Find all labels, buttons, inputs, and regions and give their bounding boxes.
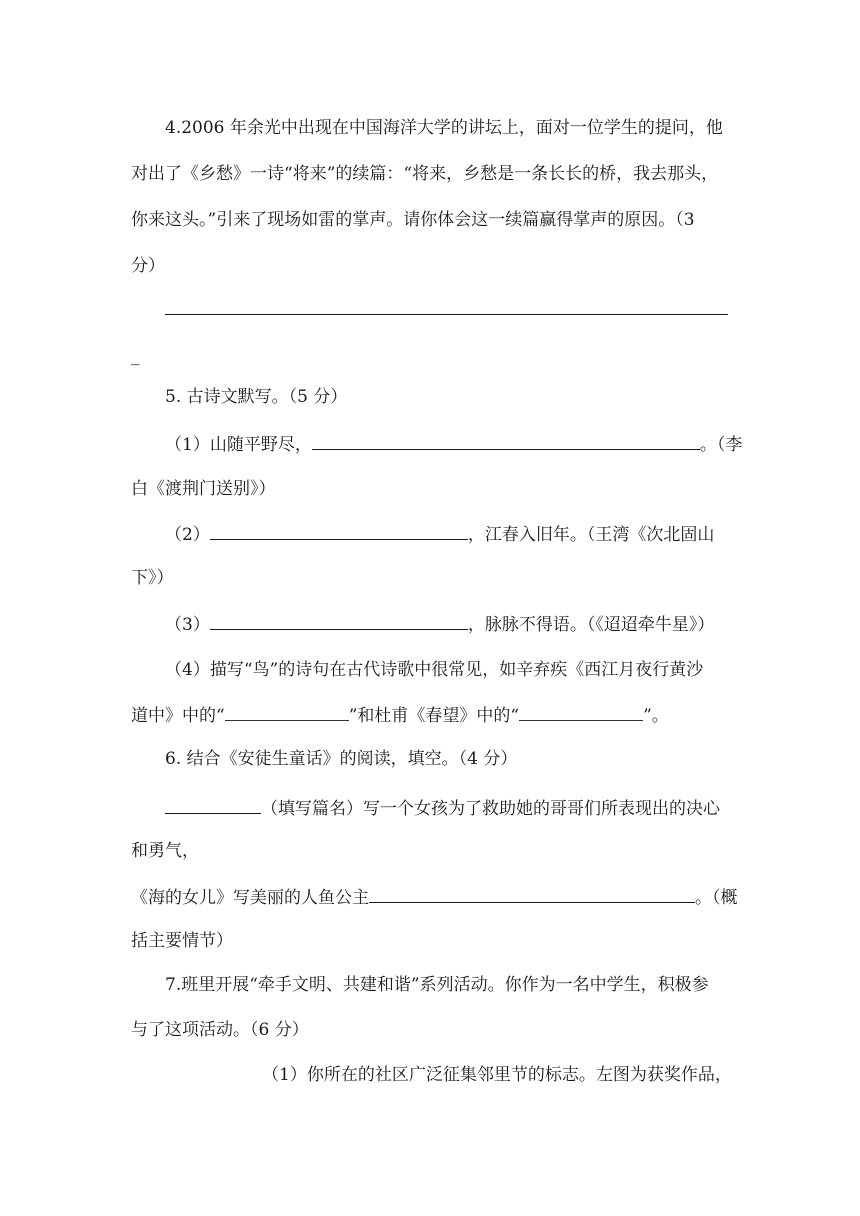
q4-line-1: 4.2006 年余光中出现在中国海洋大学的讲坛上，面对一位学生的提问，他: [165, 118, 723, 138]
q6-line-1-text: （填写篇名）写一个女孩为了救助她的哥哥们所表现出的决心: [261, 799, 720, 819]
q5-item-3-prefix: （3）: [165, 615, 210, 635]
q7-line-1: 7.班里开展“牵手文明、共建和谐”系列活动。你作为一名中学生，积极参: [165, 975, 709, 995]
q5-item-1-blank[interactable]: [312, 432, 700, 450]
q6-title: 6. 结合《安徒生童话》的阅读，填空。（4 分）: [165, 749, 518, 769]
q4-line-3: 你来这头。”引来了现场如雷的掌声。请你体会这一续篇赢得掌声的原因。（3: [131, 210, 695, 230]
q5-item-4-text-b: ”和杜甫《春望》中的“: [348, 706, 520, 726]
q5-item-2-line-2: 下》）: [131, 568, 174, 588]
q5-item-3-suffix: ，脉脉不得语。（《迢迢牵牛星》）: [467, 615, 715, 635]
q5-item-4-blank-1[interactable]: [225, 705, 349, 721]
q6-line-1: [165, 796, 720, 818]
q6-line-3-prefix: 《海的女儿》写美丽的人鱼公主: [131, 888, 369, 908]
q5-title: 5. 古诗文默写。（5 分）: [165, 387, 348, 407]
q5-item-4-line-1: （4）描写“鸟”的诗句在古代诗歌中很常见，如辛弃疾《西江月夜行黄沙: [165, 660, 704, 680]
q5-item-2-suffix: ，江春入旧年。（王湾《次北固山: [467, 525, 715, 545]
q6-line-3-suffix: 。（概: [695, 888, 738, 908]
q7-sub-1: （1）你所在的社区广泛征集邻里节的标志。左图为获奖作品，: [262, 1065, 732, 1085]
q5-item-4-blank-2[interactable]: [519, 705, 643, 721]
q4-answer-line[interactable]: [165, 314, 728, 315]
q5-item-4-text-a: 道中》中的“: [131, 706, 225, 726]
q5-item-2: [165, 522, 714, 544]
q5-item-3-blank[interactable]: [210, 612, 468, 630]
q5-item-3: [165, 612, 714, 634]
q5-item-1: [165, 432, 742, 454]
q6-blank-1[interactable]: [165, 796, 261, 814]
q4-line-2: 对出了《乡愁》一诗“将来”的续篇：“将来，乡愁是一条长长的桥，我去那头，: [131, 164, 719, 184]
q5-item-4-line-2: [131, 705, 669, 727]
q5-item-1-line-2: 白《渡荆门送别》）: [131, 479, 276, 499]
q6-line-2: 和勇气，: [131, 841, 199, 861]
q5-item-4-text-c: ”。: [643, 706, 669, 726]
q7-line-2: 与了这项活动。（6 分）: [131, 1020, 309, 1040]
q4-answer-tail: _: [131, 346, 140, 366]
q5-item-2-prefix: （2）: [165, 525, 210, 545]
q4-line-4: 分）: [131, 256, 165, 276]
q5-item-2-blank[interactable]: [210, 522, 468, 540]
q5-item-1-suffix: 。（李: [699, 435, 743, 455]
q6-line-3: [131, 885, 738, 907]
q6-line-4: 括主要情节）: [131, 931, 233, 951]
q6-blank-2[interactable]: [369, 885, 695, 903]
q5-item-1-prefix: （1）山随平野尽，: [165, 435, 312, 455]
